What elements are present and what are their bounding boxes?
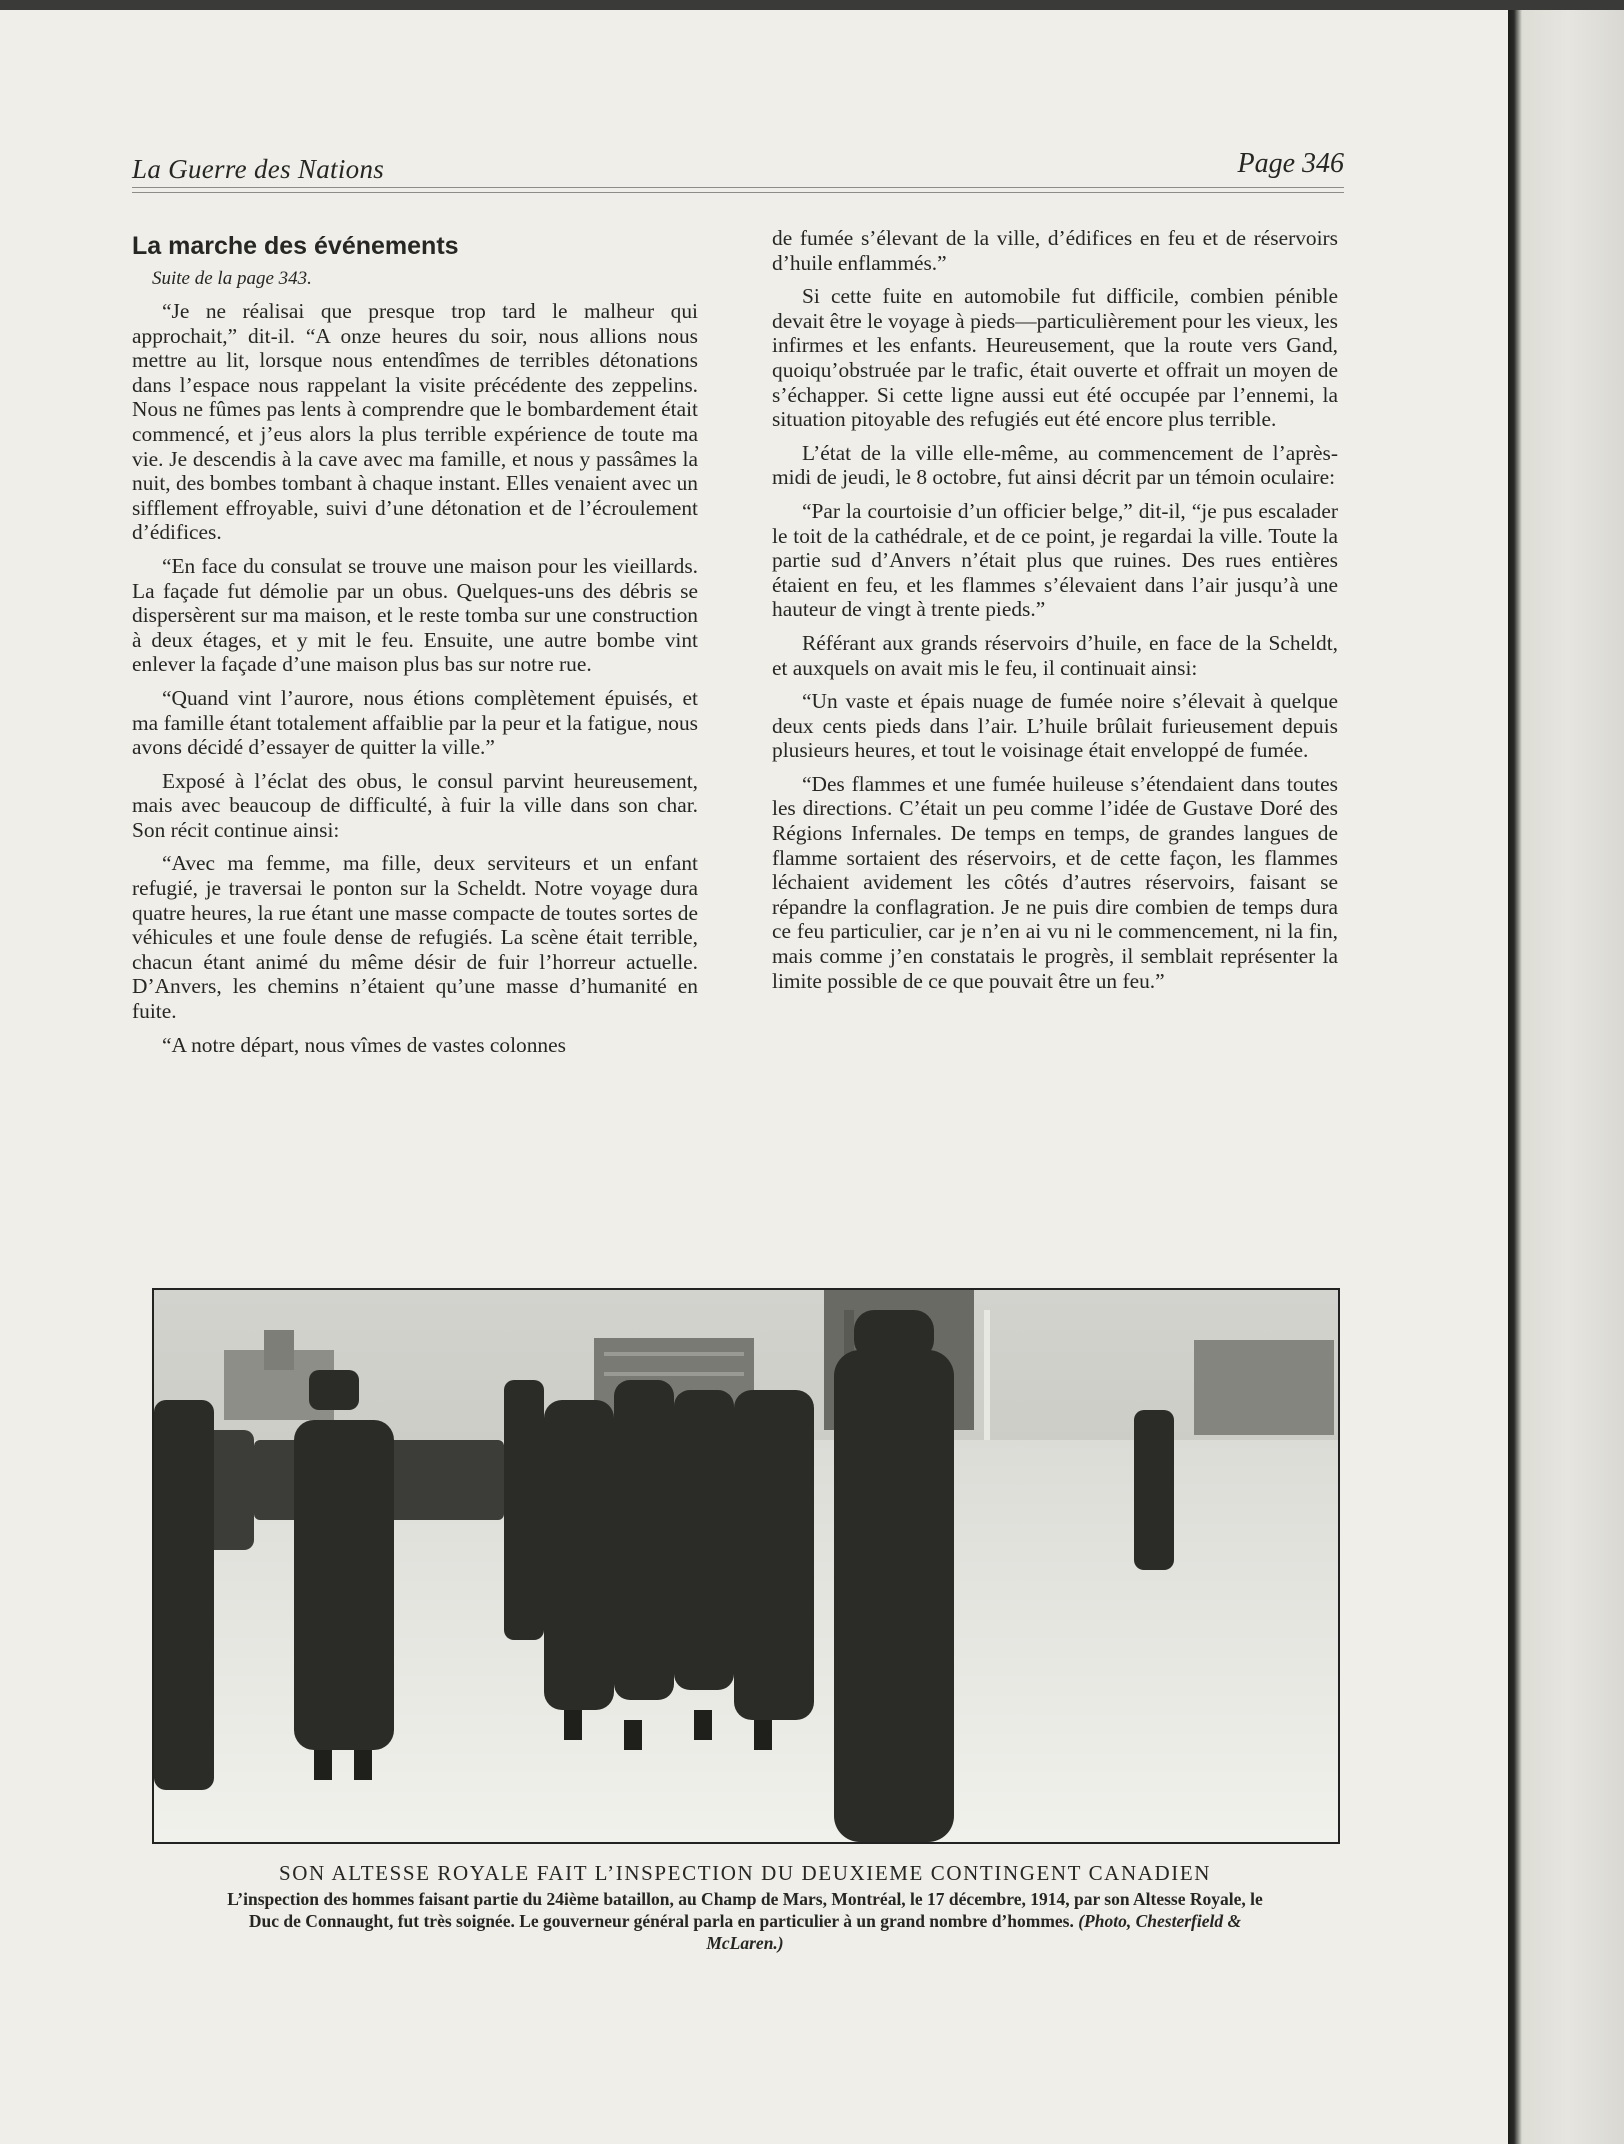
paragraph: Référant aux grands réservoirs d’huile, en face de la Scheldt, et auxquels on avait mis le feu, il continuait ainsi: xyxy=(772,630,1338,680)
paragraph: “Des flammes et une fumée huileuse s’étendaient dans toutes les directions. C’était un peu comme l’idée de Gustave Doré des Régions Infernales. De temps en temps, de grandes langues de flamme sortaient des réservoirs, et de cette façon, les flammes léchaient avidement les côtés d’autres réservoirs, faisant se répandre la conflagration. Je ne puis dire combien de temps dura ce feu particulier, car je n’en ai vu ni le commencement, ni la fin, mais comme j’en constatais le progrès, il semblait représenter la limite possible de ce que pouvait être un feu.” xyxy=(772,771,1338,993)
article-title: La marche des événements xyxy=(132,232,459,260)
paragraph: “Avec ma femme, ma fille, deux serviteurs et un enfant refugié, je traversai le ponton sur la Scheldt. Notre voyage dura quatre heures, la rue étant une masse compacte de toutes sortes de véhicules et une foule dense de refugiés. La scène était terrible, chacun étant animé du même désir de fuir l’horreur actuelle. D’Anvers, les chemins n’étaient qu’une masse d’humanité en fuite. xyxy=(132,851,698,1024)
caption-title: SON ALTESSE ROYALE FAIT L’INSPECTION DU DEUXIEME CONTINGENT CANADIEN xyxy=(278,1861,1212,1885)
paragraph: Exposé à l’éclat des obus, le consul parvint heureusement, mais avec beaucoup de difficulté, à fuir la ville dans son char. Son récit continue ainsi: xyxy=(132,768,698,842)
left-column xyxy=(132,226,698,1066)
paragraph: “En face du consulat se trouve une maison pour les vieillards. La façade fut démolie par un obus. Quelques-uns des débris se dispersèrent sur ma maison, et le reste tomba sur une construction à deux étages, et y mit le feu. Ensuite, une autre bombe vint enlever la façade d’une maison plus bas sur notre rue. xyxy=(132,553,698,677)
photo-illustration xyxy=(154,1290,1338,1842)
paragraph: “A notre départ, nous vîmes de vastes colonnes xyxy=(162,1032,566,1057)
paragraph: “Quand vint l’aurore, nous étions complètement épuisés, et ma famille étant totalement affaiblie par la peur et la fatigue, nous avons décidé d’essayer de quitter la ville.” xyxy=(132,685,698,760)
caption-body xyxy=(150,1888,1340,1954)
paragraph: L’état de la ville elle-même, au commencement de l’après-midi de jeudi, le 8 octobre, fut ainsi décrit par un témoin oculaire: xyxy=(772,440,1338,490)
page-header xyxy=(132,148,1344,188)
paragraph: “Je ne réalisai que presque trop tard le malheur qui approchait,” dit-il. “A onze heures du soir, nous allions nous mettre au lit, lorsque nous entendîmes de terribles détonations dans l’espace nous rappelant la visite précédente des zeppelins. Nous ne fûmes pas lents à comprendre que le bombardement était commencé, et j’eus alors la plus terrible expérience de toute ma vie. Je descendis à la cave avec ma famille, et nous y passâmes la nuit, des bombes tombant à chaque instant. Elles venaient avec un sifflement effroyable, suivi d’une détonation et de l’écroulement d’édifices. xyxy=(132,299,698,545)
adjacent-page-edge xyxy=(1508,10,1624,2144)
paragraph: “Par la courtoisie d’un officier belge,” dit-il, “je pus escalader le toit de la cathédrale, et de ce point, je regardai la ville. Toute la partie sud d’Anvers n’était plus que ruines. Des rues entières étaient en feu, et les flammes s’élevaient dans l’air jusqu’à une hauteur de vingt à trente pieds.” xyxy=(772,498,1338,622)
paragraph: Si cette fuite en automobile fut difficile, combien pénible devait être le voyage à pieds—particulièrement pour les vieux, les infirmes et les enfants. Heureusement, que la route vers Gand, quoiqu’obstruée par le trafic, était ouverte et offrait un moyen de s’échapper. Si cette ligne aussi eut été occupée par l’ennemi, la situation pitoyable des refugiés eut été encore plus terrible. xyxy=(772,284,1338,432)
header-rule-secondary xyxy=(132,192,1344,193)
continued-note: Suite de la page 343. xyxy=(152,268,312,289)
photo-caption xyxy=(150,1858,1340,1954)
caption-text: L’inspection des hommes faisant partie du 24ième bataillon, au Champ de Mars, Montréal, le 17 décembre, 1914, par son Altesse Royale, le Duc de Connaught, fut très soignée. Le gouverneur général parla en particulier à un grand nombre d’hommes. xyxy=(227,1889,1263,1931)
running-title: La Guerre des Nations xyxy=(132,154,385,184)
inspection-photograph xyxy=(152,1288,1340,1844)
header-rule xyxy=(132,187,1344,188)
right-column xyxy=(772,226,1338,1002)
page-number: Page 346 xyxy=(1237,148,1344,179)
paragraph: “Un vaste et épais nuage de fumée noire s’élevait à quelque deux cents pieds dans l’air. L’huile brûlait furieusement depuis plusieurs heures, et tout le voisinage était enveloppé de fumée. xyxy=(772,689,1338,763)
paragraph: de fumée s’élevant de la ville, d’édifices en feu et de réservoirs d’huile enflammés.” xyxy=(772,226,1338,275)
photo-credit: (Photo, Chesterfield & McLaren.) xyxy=(706,1911,1242,1953)
